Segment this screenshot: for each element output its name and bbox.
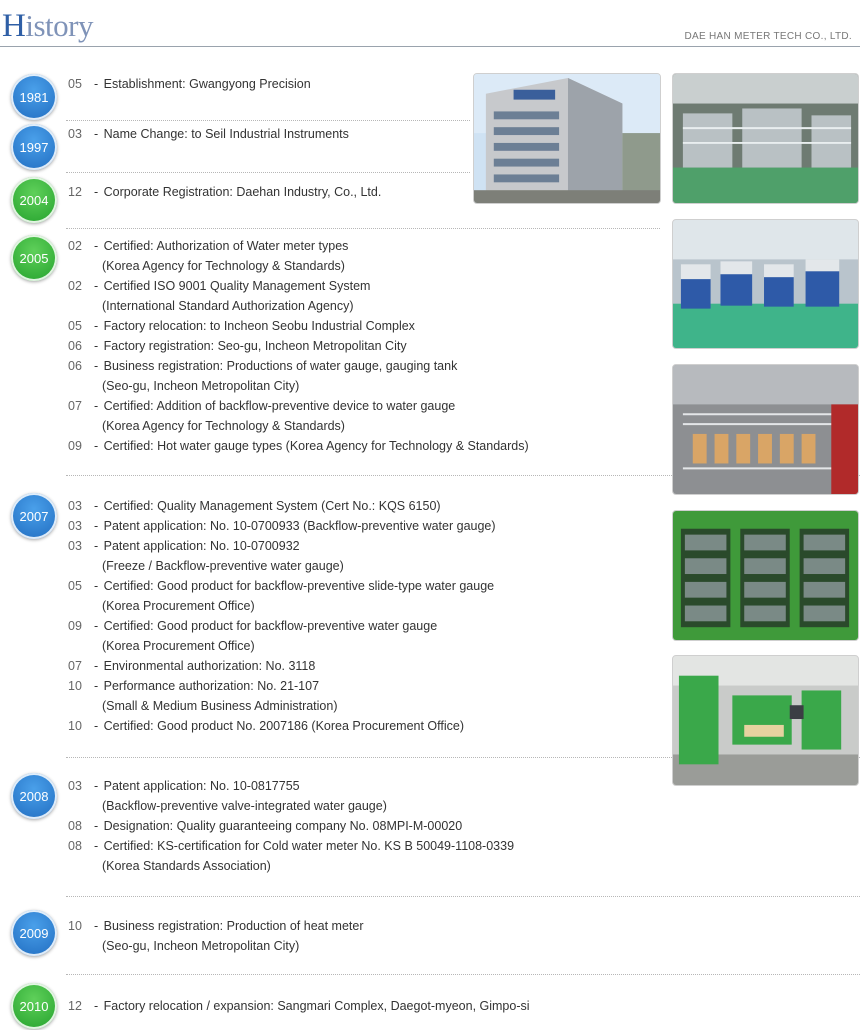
entry-month: 06 bbox=[68, 339, 82, 353]
entry-text: (International Standard Authorization Agency) bbox=[102, 299, 354, 313]
entry-text: Designation: Quality guaranteeing company No. 08MPI-M-00020 bbox=[103, 819, 463, 833]
history-entry-continuation bbox=[102, 256, 345, 276]
year-badge-2009: 2009 bbox=[11, 910, 57, 956]
factory-photo-5 bbox=[672, 655, 859, 786]
history-entry-continuation bbox=[102, 856, 271, 876]
entry-text: Certified: Addition of backflow-preventive device to water gauge bbox=[103, 399, 456, 413]
entry-month: 10 bbox=[68, 679, 82, 693]
year-badge-2010: 2010 bbox=[11, 983, 57, 1029]
entry-text: (Backflow-preventive valve-integrated water gauge) bbox=[102, 799, 387, 813]
entry-text: Performance authorization: No. 21-107 bbox=[103, 679, 320, 693]
history-entry: 02 - Certified ISO 9001 Quality Management System bbox=[68, 276, 370, 296]
history-entry: 03 - Patent application: No. 10-0817755 bbox=[68, 776, 300, 796]
factory-photo-2 bbox=[672, 219, 859, 349]
history-entry-continuation bbox=[102, 416, 345, 436]
year-divider bbox=[66, 120, 470, 121]
entry-text: Certified: Hot water gauge types (Korea Agency for Technology & Standards) bbox=[103, 439, 529, 453]
history-entry-continuation bbox=[102, 796, 387, 816]
entry-month: 03 bbox=[68, 519, 82, 533]
history-entry: 03 - Patent application: No. 10-0700932 bbox=[68, 536, 300, 556]
page-title: History bbox=[2, 8, 93, 44]
history-entry: 07 - Certified: Addition of backflow-preventive device to water gauge bbox=[68, 396, 455, 416]
entry-month: 07 bbox=[68, 399, 82, 413]
entry-month: 09 bbox=[68, 619, 82, 633]
history-entry: 12 - Corporate Registration: Daehan Industry, Co., Ltd. bbox=[68, 182, 381, 202]
entry-month: 09 bbox=[68, 439, 82, 453]
entry-text: Certified: KS-certification for Cold water meter No. KS B 50049-1108-0339 bbox=[103, 839, 515, 853]
company-name: DAE HAN METER TECH CO., LTD. bbox=[684, 31, 852, 42]
year-badge-1981: 1981 bbox=[11, 74, 57, 120]
entry-month: 07 bbox=[68, 659, 82, 673]
history-entry: 10 - Performance authorization: No. 21-107 bbox=[68, 676, 319, 696]
history-entry: 05 - Establishment: Gwangyong Precision bbox=[68, 74, 311, 94]
entry-text: Environmental authorization: No. 3118 bbox=[103, 659, 316, 673]
year-badge-2008: 2008 bbox=[11, 773, 57, 819]
entry-month: 05 bbox=[68, 77, 82, 91]
entry-month: 02 bbox=[68, 279, 82, 293]
history-entry: 03 - Patent application: No. 10-0700933 (Backflow-preventive water gauge) bbox=[68, 516, 496, 536]
entry-text: Certified: Good product No. 2007186 (Korea Procurement Office) bbox=[103, 719, 465, 733]
history-entry-continuation bbox=[102, 696, 338, 716]
entry-text: Establishment: Gwangyong Precision bbox=[103, 77, 311, 91]
entry-text: (Korea Agency for Technology & Standards) bbox=[102, 419, 345, 433]
entry-text: Certified: Quality Management System (Cert No.: KQS 6150) bbox=[103, 499, 441, 513]
entry-text: Certified ISO 9001 Quality Management System bbox=[103, 279, 371, 293]
entry-month: 03 bbox=[68, 539, 82, 553]
entry-text: Business registration: Production of heat meter bbox=[103, 919, 364, 933]
building-photo bbox=[473, 73, 661, 204]
history-entry: 12 - Factory relocation / expansion: Sangmari Complex, Daegot-myeon, Gimpo-si bbox=[68, 996, 530, 1016]
year-badge-2005: 2005 bbox=[11, 235, 57, 281]
entry-text: Name Change: to Seil Industrial Instruments bbox=[103, 127, 349, 141]
entry-text: (Korea Procurement Office) bbox=[102, 639, 255, 653]
year-divider bbox=[66, 974, 860, 975]
year-badge-2007: 2007 bbox=[11, 493, 57, 539]
history-entry-continuation bbox=[102, 556, 344, 576]
entry-month: 12 bbox=[68, 185, 82, 199]
entry-text: Certified: Good product for backflow-preventive water gauge bbox=[103, 619, 438, 633]
entry-month: 03 bbox=[68, 779, 82, 793]
entry-month: 08 bbox=[68, 839, 82, 853]
entry-month: 03 bbox=[68, 499, 82, 513]
entry-month: 12 bbox=[68, 999, 82, 1013]
entry-month: 10 bbox=[68, 719, 82, 733]
history-entry: 09 - Certified: Hot water gauge types (Korea Agency for Technology & Standards) bbox=[68, 436, 529, 456]
history-entry: 08 - Certified: KS-certification for Cold water meter No. KS B 50049-1108-0339 bbox=[68, 836, 514, 856]
history-entry: 03 - Name Change: to Seil Industrial Instruments bbox=[68, 124, 349, 144]
year-badge-1997: 1997 bbox=[11, 124, 57, 170]
entry-text: Factory registration: Seo-gu, Incheon Metropolitan City bbox=[103, 339, 407, 353]
entry-text: Certified: Authorization of Water meter types bbox=[103, 239, 349, 253]
history-entry-continuation bbox=[102, 376, 299, 396]
entry-month: 08 bbox=[68, 819, 82, 833]
factory-photo-1 bbox=[672, 73, 859, 204]
year-divider bbox=[66, 896, 860, 897]
entry-month: 02 bbox=[68, 239, 82, 253]
entry-text: Factory relocation / expansion: Sangmari Complex, Daegot-myeon, Gimpo-si bbox=[103, 999, 530, 1013]
factory-photo-4 bbox=[672, 510, 859, 641]
history-entry: 06 - Factory registration: Seo-gu, Incheon Metropolitan City bbox=[68, 336, 407, 356]
history-entry-continuation bbox=[102, 636, 255, 656]
history-entry-continuation bbox=[102, 296, 354, 316]
entry-text: (Korea Agency for Technology & Standards) bbox=[102, 259, 345, 273]
entry-text: (Freeze / Backflow-preventive water gauge) bbox=[102, 559, 344, 573]
entry-text: (Korea Procurement Office) bbox=[102, 599, 255, 613]
entry-text: (Seo-gu, Incheon Metropolitan City) bbox=[102, 379, 300, 393]
factory-photo-3 bbox=[672, 364, 859, 495]
entry-text: Corporate Registration: Daehan Industry, Co., Ltd. bbox=[103, 185, 382, 199]
page-header bbox=[0, 0, 860, 48]
entry-month: 03 bbox=[68, 127, 82, 141]
year-badge-2004: 2004 bbox=[11, 177, 57, 223]
year-divider bbox=[66, 228, 660, 229]
year-divider bbox=[66, 172, 470, 173]
history-entry: 05 - Certified: Good product for backflow-preventive slide-type water gauge bbox=[68, 576, 494, 596]
entry-text: (Small & Medium Business Administration) bbox=[102, 699, 338, 713]
header-divider bbox=[0, 46, 860, 47]
entry-month: 10 bbox=[68, 919, 82, 933]
entry-text: (Seo-gu, Incheon Metropolitan City) bbox=[102, 939, 300, 953]
entry-month: 05 bbox=[68, 579, 82, 593]
entry-text: Patent application: No. 10-0700933 (Backflow-preventive water gauge) bbox=[103, 519, 496, 533]
entry-text: Patent application: No. 10-0700932 bbox=[103, 539, 300, 553]
history-entry: 07 - Environmental authorization: No. 3118 bbox=[68, 656, 315, 676]
entry-month: 05 bbox=[68, 319, 82, 333]
history-entry: 10 - Certified: Good product No. 2007186 (Korea Procurement Office) bbox=[68, 716, 464, 736]
history-entry: 02 - Certified: Authorization of Water meter types bbox=[68, 236, 348, 256]
history-entry: 10 - Business registration: Production of heat meter bbox=[68, 916, 364, 936]
history-entry-continuation bbox=[102, 936, 299, 956]
entry-text: Factory relocation: to Incheon Seobu Industrial Complex bbox=[103, 319, 415, 333]
history-entry: 06 - Business registration: Productions of water gauge, gauging tank bbox=[68, 356, 457, 376]
entry-text: Business registration: Productions of water gauge, gauging tank bbox=[103, 359, 458, 373]
entry-text: Certified: Good product for backflow-preventive slide-type water gauge bbox=[103, 579, 495, 593]
entry-text: (Korea Standards Association) bbox=[102, 859, 271, 873]
history-entry: 08 - Designation: Quality guaranteeing company No. 08MPI-M-00020 bbox=[68, 816, 462, 836]
history-entry-continuation bbox=[102, 596, 255, 616]
entry-month: 06 bbox=[68, 359, 82, 373]
history-entry: 09 - Certified: Good product for backflow-preventive water gauge bbox=[68, 616, 437, 636]
history-entry: 05 - Factory relocation: to Incheon Seobu Industrial Complex bbox=[68, 316, 415, 336]
history-entry: 03 - Certified: Quality Management System (Cert No.: KQS 6150) bbox=[68, 496, 441, 516]
entry-text: Patent application: No. 10-0817755 bbox=[103, 779, 300, 793]
